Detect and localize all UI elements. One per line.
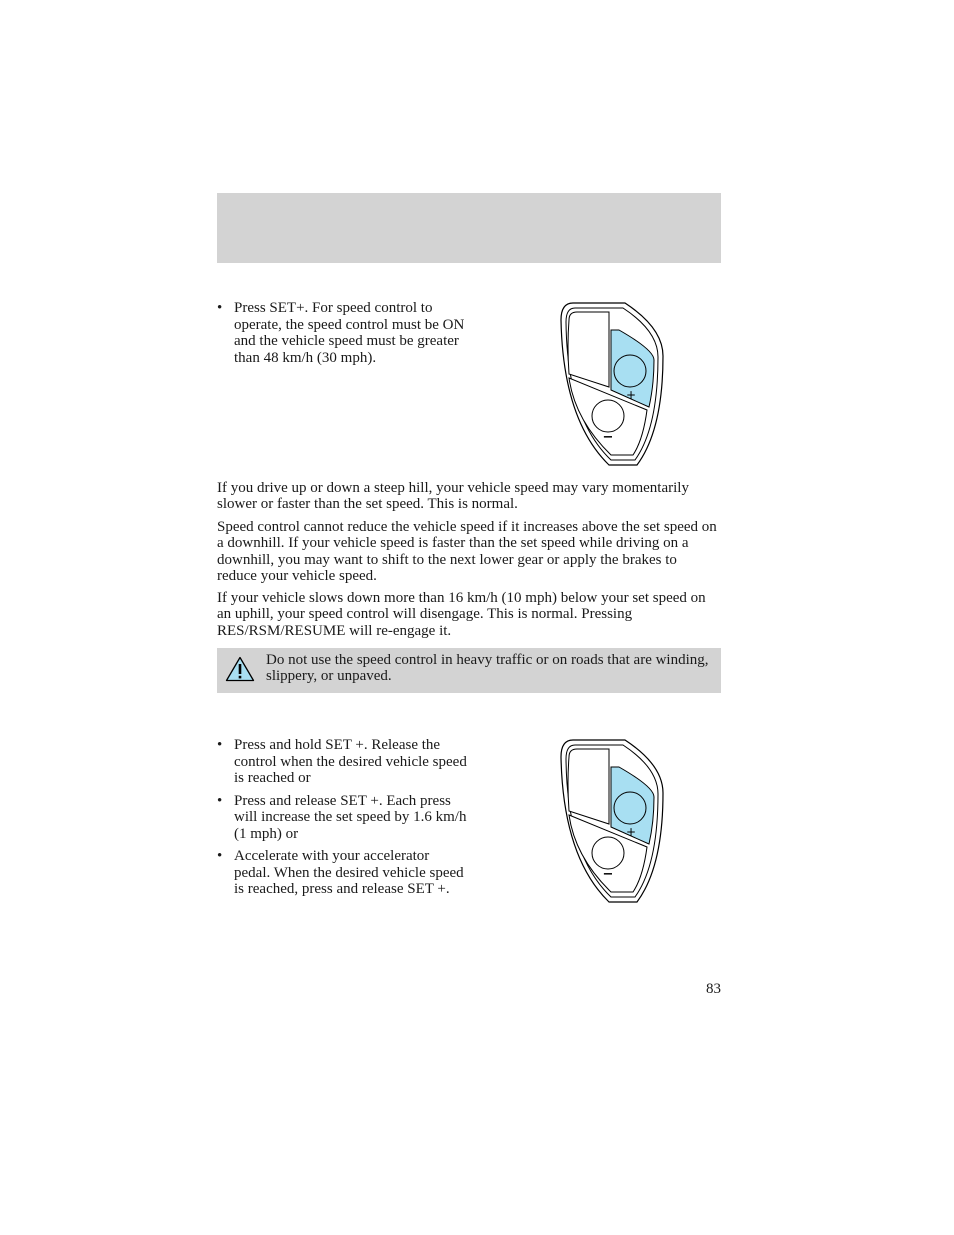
paragraph-hill: If you drive up or down a steep hill, your vehicle speed may vary momentarily slower or faster than the set speed. This is normal.	[217, 480, 689, 513]
warning-text: Do not use the speed control in heavy traffic or on roads that are winding, slippery, or unpaved.	[266, 652, 709, 685]
minus-button-circle	[592, 400, 624, 432]
paragraph-uphill: If your vehicle slows down more than 16 km/h (10 mph) below your set speed on an uphill, your speed control will disengage. This is normal. Pressing RES/RSM/RESUME will re-engage it.	[217, 590, 706, 639]
list-item: • Press SET+. For speed control to operate, the speed control must be ON and the vehicle speed must be greater than 48 km/h (30 mph).	[217, 300, 479, 366]
speed-control-switch-illustration	[555, 737, 667, 905]
minus-symbol: −	[602, 430, 614, 445]
increase-speed-instructions	[217, 737, 467, 904]
page-number: 83	[706, 981, 721, 997]
plus-symbol: +	[625, 388, 637, 402]
paragraph-downhill: Speed control cannot reduce the vehicle speed if it increases above the set speed on a downhill. If your vehicle speed is faster than the set speed while driving on a downhill, you may want to shift to the next lower gear or apply the brakes to reduce your vehicle speed.	[217, 519, 717, 585]
minus-button-circle	[592, 837, 624, 869]
warning-triangle-icon	[225, 656, 255, 682]
header-bar	[217, 193, 721, 263]
plus-button-circle	[614, 792, 646, 824]
list-item: • Accelerate with your accelerator pedal. When the desired vehicle speed is reached, press and release SET +.	[217, 848, 467, 898]
list-item: • Press and hold SET +. Release the control when the desired vehicle speed is reached or	[217, 737, 467, 787]
speed-control-switch-illustration	[555, 300, 667, 468]
plus-button-circle	[614, 355, 646, 387]
list-item: • Press and release SET +. Each press will increase the set speed by 1.6 km/h (1 mph) or	[217, 793, 467, 843]
warning-box	[217, 648, 721, 693]
plus-symbol: +	[625, 825, 637, 839]
set-speed-instructions	[217, 300, 479, 372]
minus-symbol: −	[602, 867, 614, 882]
